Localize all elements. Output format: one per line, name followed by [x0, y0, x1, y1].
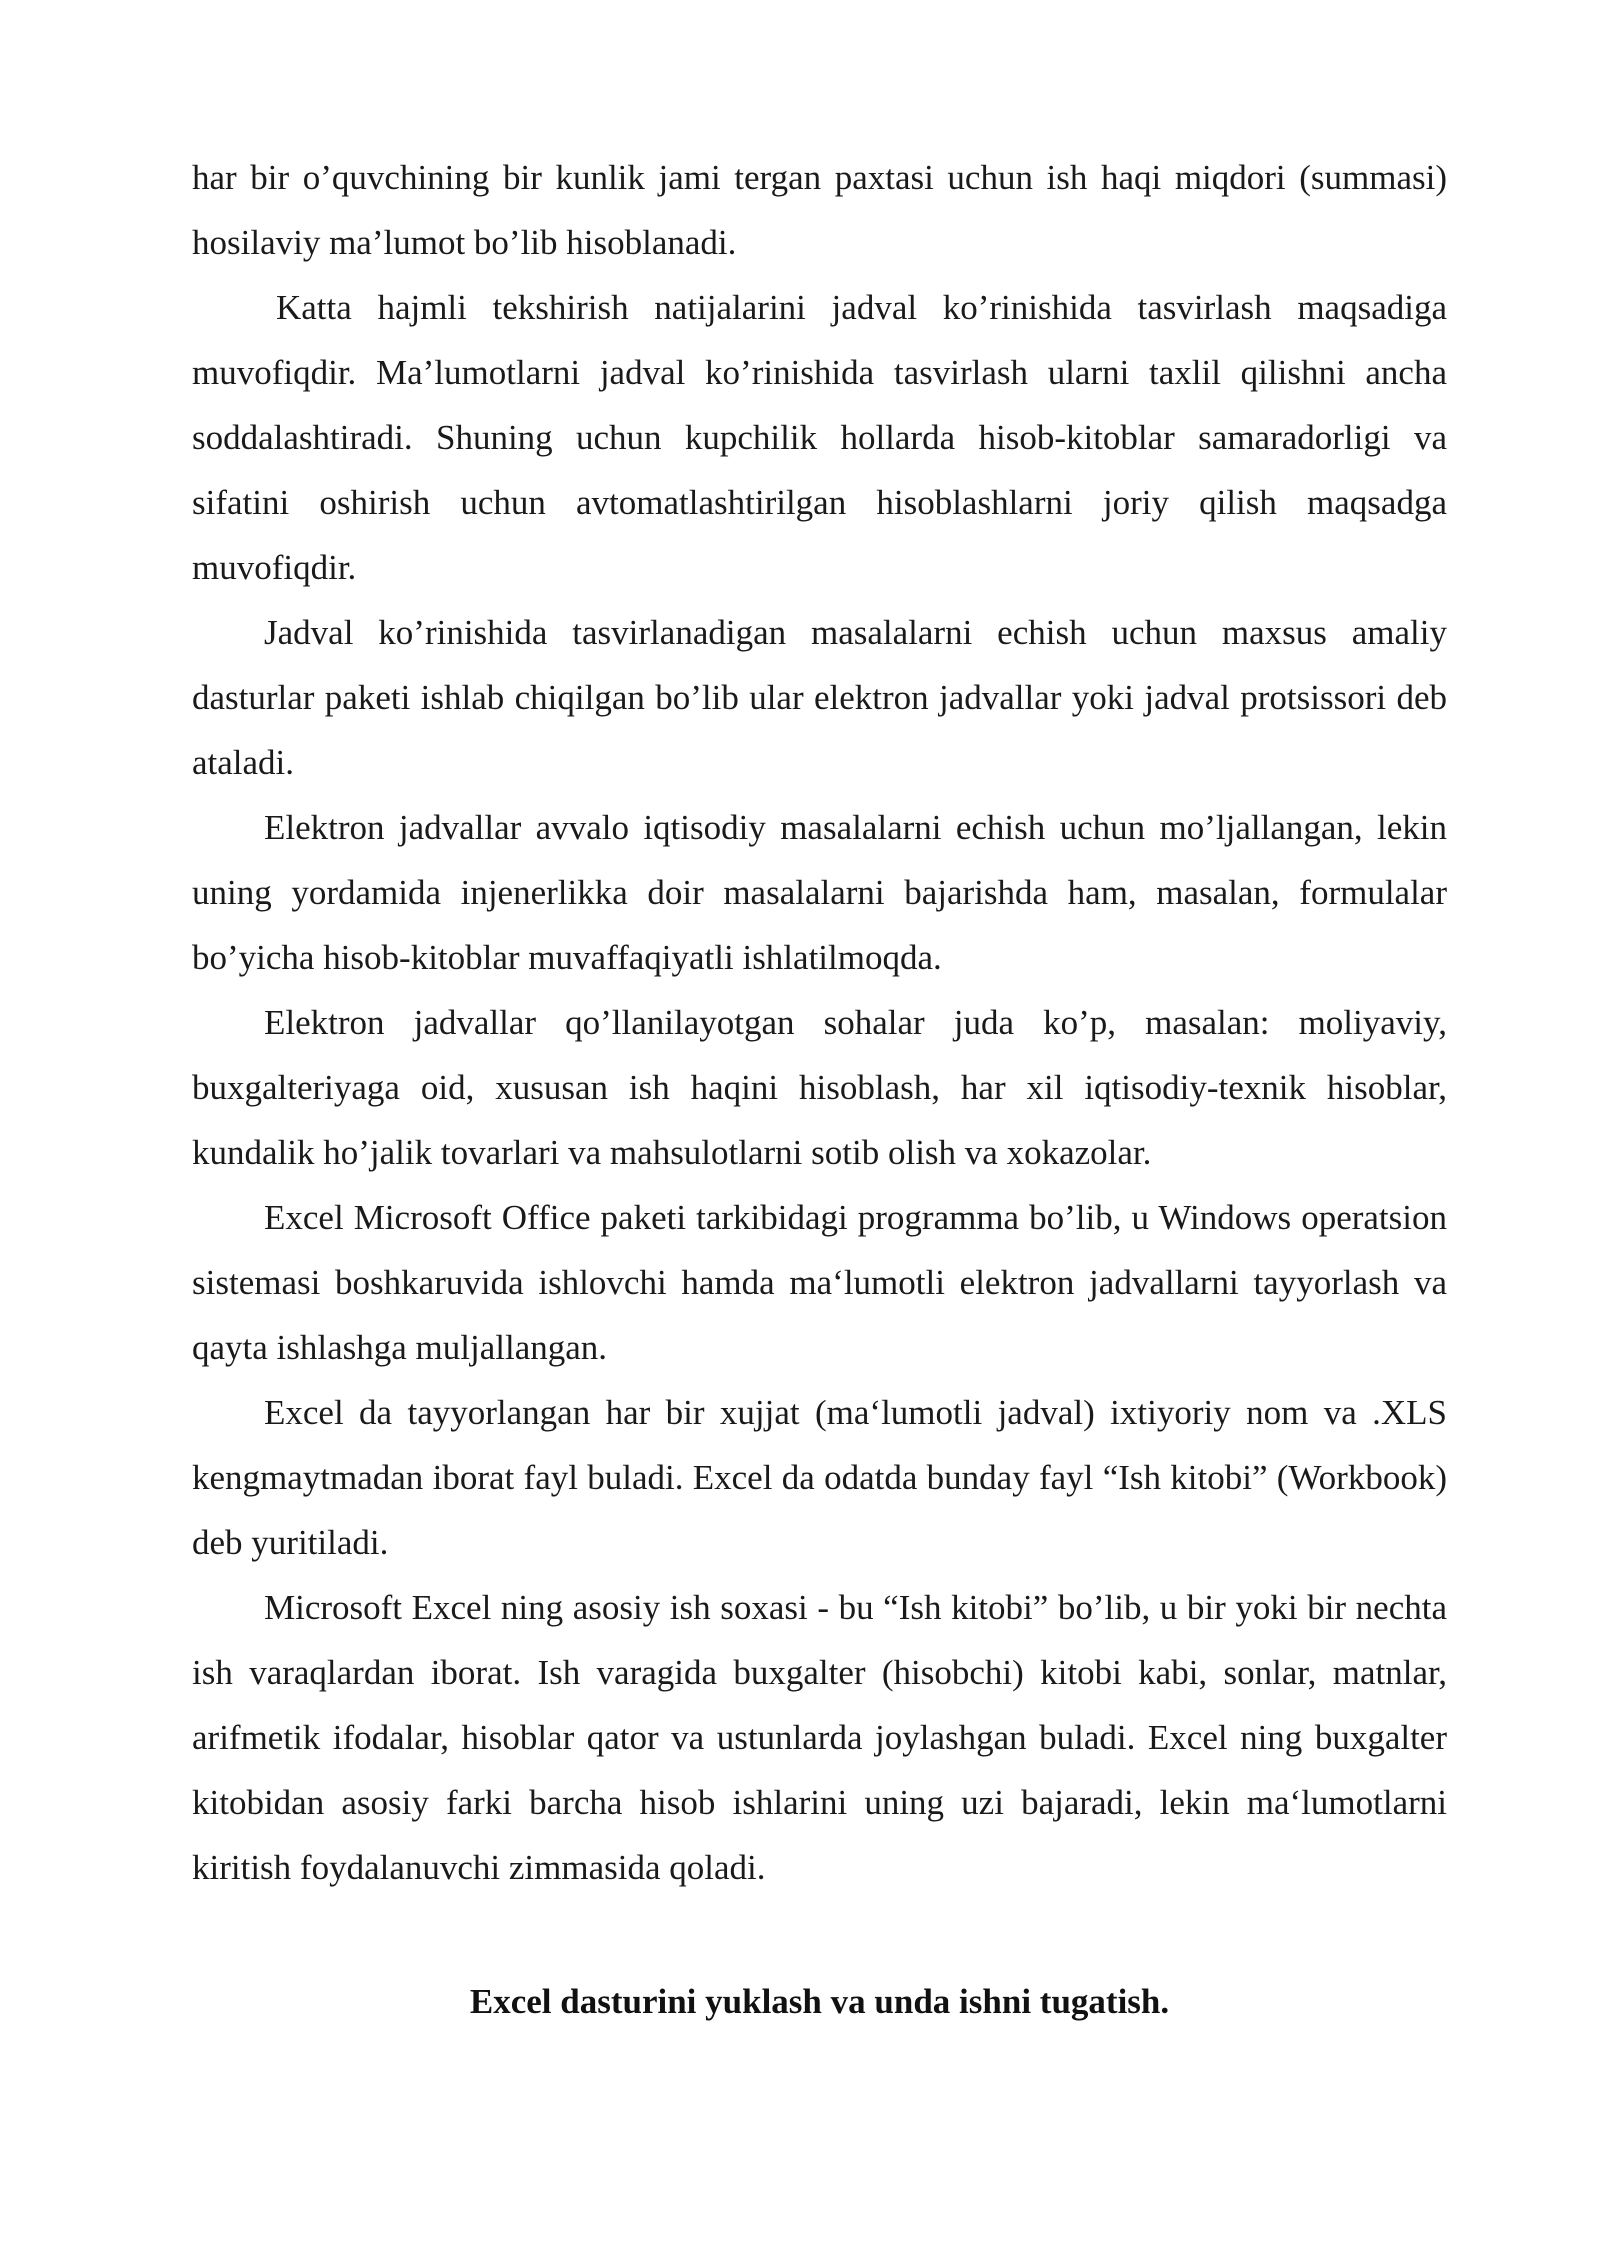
document-body: [192, 145, 1447, 1900]
section-heading: Excel dasturini yuklash va unda ishni tugatish.: [469, 1982, 1170, 2021]
paragraph: Katta hajmli tekshirish natijalarini jadval ko’rinishida tasvirlash maqsadiga muvofiqdir. Ma’lumotlarni jadval ko’rinishida tasvirlash ularni taxlil qilishni ancha soddalashtiradi. Shuning uchun kupchilik hollarda hisob-kitoblar samaradorligi va sifatini oshirish uchun avtomatlashtirilgan hisoblashlarni joriy qilish maqsadga muvofiqdir.: [192, 288, 1447, 587]
paragraph: Elektron jadvallar avvalo iqtisodiy masalalarni echish uchun mo’ljallangan, lekin uning yordamida injenerlikka doir masalalarni bajarishda ham, masalan, formulalar bo’yicha hisob-kitoblar muvaffaqiyatli ishlatilmoqda.: [192, 808, 1447, 977]
paragraph-continuation: har bir o’quvchining bir kunlik jami tergan paxtasi uchun ish haqi miqdori (summasi) hosilaviy ma’lumot bo’lib hisoblanadi.: [192, 158, 1447, 262]
paragraph: Elektron jadvallar qo’llanilayotgan sohalar juda ko’p, masalan: moliyaviy, buxgalteriyaga oid, xususan ish haqini hisoblash, har xil iqtisodiy-texnik hisoblar, kundalik ho’jalik tovarlari va mahsulotlarni sotib olish va xokazolar.: [192, 1003, 1447, 1172]
paragraph: Microsoft Excel ning asosiy ish soxasi - bu “Ish kitobi” bo’lib, u bir yoki bir nechta ish varaqlardan iborat. Ish varagida buxgalter (hisobchi) kitobi kabi, sonlar, matnlar, arifmetik ifodalar, hisoblar qator va ustunlarda joylashgan buladi. Excel ning buxgalter kitobidan asosiy farki barcha hisob ishlarini uning uzi bajaradi, lekin ma‘lumotlarni kiritish foydalanuvchi zimmasida qoladi.: [192, 1588, 1447, 1887]
paragraph: Excel Microsoft Office paketi tarkibidagi programma bo’lib, u Windows operatsion sistemasi boshkaruvida ishlovchi hamda ma‘lumotli elektron jadvallarni tayyorlash va qayta ishlashga muljallangan.: [192, 1198, 1447, 1367]
paragraph: Jadval ko’rinishida tasvirlanadigan masalalarni echish uchun maxsus amaliy dasturlar paketi ishlab chiqilgan bo’lib ular elektron jadvallar yoki jadval protsissori deb ataladi.: [192, 613, 1447, 782]
paragraph: Excel da tayyorlangan har bir xujjat (ma‘lumotli jadval) ixtiyoriy nom va .XLS kengmaytmadan iborat fayl buladi. Excel da odatda bunday fayl “Ish kitobi” (Workbook) deb yuritiladi.: [192, 1393, 1447, 1562]
